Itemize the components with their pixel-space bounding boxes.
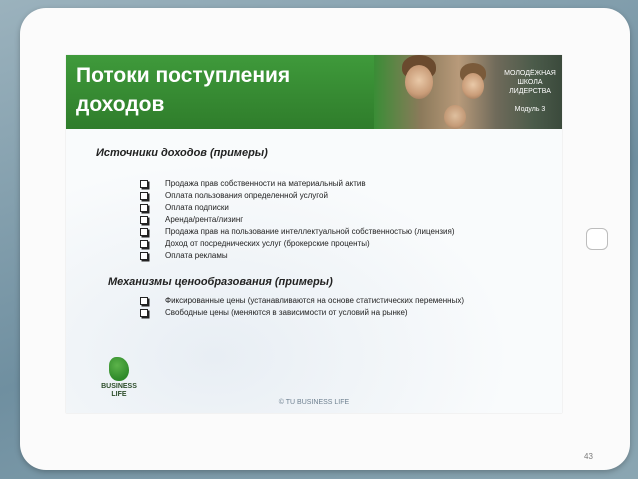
leaf-logo-icon [109, 357, 129, 381]
checkbox-bullet-icon [140, 252, 148, 260]
slide-background [66, 129, 562, 413]
list-item [140, 295, 464, 307]
title-line: доходов [76, 93, 165, 116]
school-line: МОЛОДЁЖНАЯ [504, 70, 556, 77]
checkbox-bullet-icon [140, 216, 148, 224]
copyright: © TU BUSINESS LIFE [278, 399, 350, 406]
photo-face [462, 73, 484, 99]
checkbox-bullet-icon [140, 192, 148, 200]
photo-face [444, 105, 466, 129]
school-label [498, 69, 562, 114]
list-item-text: Оплата подписки [165, 203, 229, 212]
page-number: 43 [584, 452, 593, 461]
slide-title [76, 61, 376, 119]
list-item-text: Фиксированные цены (устанавливаются на основе статистических переменных) [165, 296, 464, 305]
school-line: ШКОЛА [517, 79, 543, 86]
sources-heading: Источники доходов (примеры) [96, 147, 268, 159]
slide [66, 55, 562, 413]
logo-text: BUSINESS [101, 383, 137, 390]
list-item [140, 214, 455, 226]
title-line: Потоки поступления [76, 64, 291, 87]
list-item [140, 226, 455, 238]
checkbox-bullet-icon [140, 309, 148, 317]
list-item [140, 250, 455, 262]
list-item-text: Оплата рекламы [165, 251, 228, 260]
list-item-text: Оплата пользования определенной услугой [165, 191, 328, 200]
list-item-text: Продажа прав собственности на материальный актив [165, 179, 366, 188]
checkbox-bullet-icon [140, 204, 148, 212]
photo-face [405, 65, 433, 99]
mechanisms-heading: Механизмы ценообразования (примеры) [108, 276, 333, 288]
list-item-text: Продажа прав на пользование интеллектуальной собственностью (лицензия) [165, 227, 455, 236]
tablet-home-button[interactable] [586, 228, 608, 250]
checkbox-bullet-icon [140, 180, 148, 188]
slide-header [66, 55, 562, 129]
list-item [140, 238, 455, 250]
business-life-logo [98, 357, 140, 403]
list-item-text: Свободные цены (меняются в зависимости от условий на рынке) [165, 308, 408, 317]
list-item-text: Доход от посреднических услуг (брокерские проценты) [165, 239, 370, 248]
list-item [140, 307, 464, 319]
logo-text: LIFE [111, 391, 127, 398]
checkbox-bullet-icon [140, 228, 148, 236]
list-item [140, 178, 455, 190]
module-label: Модуль 3 [514, 106, 546, 113]
list-item [140, 202, 455, 214]
mechanisms-list [140, 295, 464, 319]
list-item [140, 190, 455, 202]
list-item-text: Аренда/рента/лизинг [165, 215, 244, 224]
sources-list [140, 178, 455, 262]
school-line: ЛИДЕРСТВА [509, 88, 551, 95]
checkbox-bullet-icon [140, 240, 148, 248]
checkbox-bullet-icon [140, 297, 148, 305]
